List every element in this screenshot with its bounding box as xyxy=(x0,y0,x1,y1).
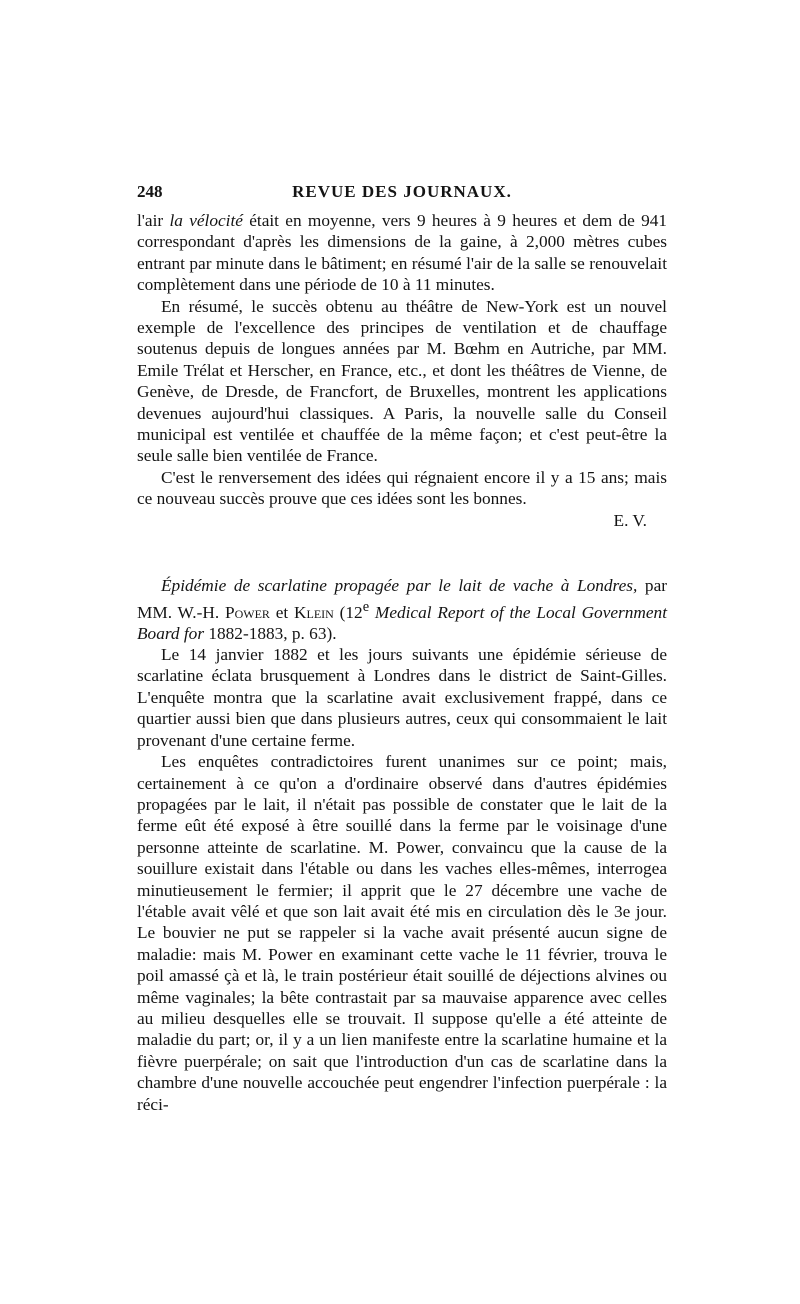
section-gap xyxy=(137,531,667,575)
page-body xyxy=(137,210,667,1115)
article-title-et: et xyxy=(269,602,295,622)
article-title-paren: (12 xyxy=(333,602,363,622)
paragraph-5: Les enquêtes contradictoires furent unanimes sur ce point; mais, certainement à ce qu'on a d'ordinaire observé dans d'autres épidémies propagées par le lait, il n'était pas possible de constater que le lait de la ferme eût été exposé à être souillé dans la ferme par le voisinage d'une personne atteinte de scarlatine. M. Power, convaincu que la cause de la souillure existait dans l'étable ou dans les vaches elles-mêmes, interrogea minutieusement le fermier; il apprit que le 27 décembre une vache de l'étable avait vêlé et que son lait avait été mis en circulation dès le 3e jour. Le bouvier ne put se rappeler si la vache avait présenté aucun signe de maladie: mais M. Power en examinant cette vache le 11 février, trouva le poil amassé çà et là, le train postérieur était souillé de déjections alvines ou même vaginales; la bête contrastait par sa mauvaise apparence avec celles au milieu desquelles elle se trouvait. Il suppose qu'elle a été atteinte de maladie du part; or, il y a un lien manifeste entre la scarlatine humaine et la fièvre puerpérale; on sait que l'introduction d'un cas de scarlatine dans la chambre d'une nouvelle accouchée peut engendrer l'infection puerpérale : la réci- xyxy=(137,752,667,1114)
paragraph-1-rest: était en moyenne, vers 9 heures à 9 heures et dem de 941 correspondant d'après les dimensions de la gaine, à 2,000 mètres cubes entrant par minute dans le bâtiment; en résumé l'air de la salle se renouvelait complètement dans une période de 10 à 11 minutes. xyxy=(137,211,667,295)
article-title-italic: Épidémie de scarlatine propagée par le lait de vache à Londres, xyxy=(161,576,638,596)
author-klein: Klein xyxy=(294,602,334,622)
page-header xyxy=(137,182,667,206)
paragraph-1-start: l'air xyxy=(137,211,170,230)
paragraph-4: Le 14 janvier 1882 et les jours suivants une épidémie sérieuse de scarlatine éclata brusquement à Londres dans le district de Saint-Gilles. L'enquête montra que la scarlatine avait exclusivement frappé, dans ce quartier aussi bien que dans plusieurs autres, ceux qui consommaient le lait provenant d'une certaine ferme. xyxy=(137,645,667,750)
author-power: Power xyxy=(224,602,270,622)
article-title-sup: e xyxy=(362,598,370,615)
paragraph-1-italic: la vélocité xyxy=(169,211,243,230)
paragraph-3: C'est le renversement des idées qui régnaient encore il y a 15 ans; mais ce nouveau succès prouve que ces idées sont les bonnes. xyxy=(137,467,667,509)
article-title-par: par MM. W.-H. xyxy=(137,576,668,622)
signature: E. V. xyxy=(613,510,647,530)
running-head: REVUE DES JOURNAUX. xyxy=(292,182,512,201)
article-title xyxy=(137,575,667,644)
article-title-end: 1882-1883, p. 63). xyxy=(204,623,337,643)
paragraph-2: En résumé, le succès obtenu au théâtre de New-York est un nouvel exemple de l'excellence des principes de ventilation et de chauffage soutenus depuis de longues années par M. Bœhm en Autriche, par MM. Emile Trélat et Herscher, en France, etc., et dont les théâtres de Vienne, de Genève, de Dresde, de Francfort, de Bruxelles, montrent les applications devenues aujourd'hui classiques. A Paris, la nouvelle salle du Conseil municipal est ventilée et chauffée de la même façon; et c'est peut-être la seule salle bien ventilée de France. xyxy=(137,296,667,466)
page-number: 248 xyxy=(137,182,163,201)
paragraph-1 xyxy=(137,210,667,296)
article-title-report: Medical Report of the Local Government Board for xyxy=(137,602,667,643)
